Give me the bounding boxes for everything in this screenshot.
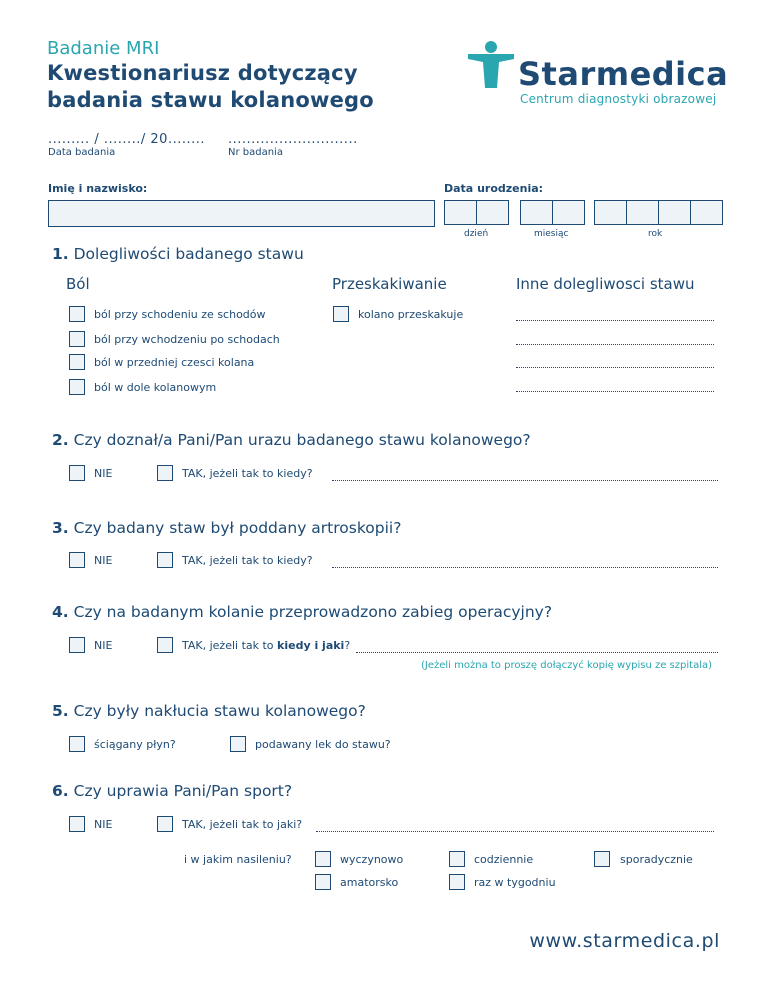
section-4-title: 4. Czy na badanym kolanie przeprowadzono zabieg operacyjny?	[52, 603, 553, 621]
title-line-2: badania stawu kolanowego	[47, 88, 374, 112]
other-line-4[interactable]	[516, 391, 714, 392]
s4-yes-label: TAK, jeżeli tak to kiedy i jaki?	[182, 639, 351, 652]
section-1-title: 1. Dolegliwości badanego stawu	[52, 245, 304, 263]
s6-daily-checkbox[interactable]	[449, 851, 465, 867]
title-line-1: Kwestionariusz dotyczący	[47, 61, 358, 85]
s6-daily-label: codziennie	[474, 853, 534, 866]
exam-date-label: Data badania	[48, 147, 116, 158]
pain-1-label: ból przy schodeniu ze schodów	[94, 308, 266, 321]
s5-fluid-checkbox[interactable]	[69, 736, 85, 752]
kicker: Badanie MRI	[47, 38, 160, 59]
other-line-3[interactable]	[516, 367, 714, 368]
s3-yes-label: TAK, jeżeli tak to kiedy?	[182, 554, 313, 567]
s2-yes-label: TAK, jeżeli tak to kiedy?	[182, 467, 313, 480]
s6-weekly-label: raz w tygodniu	[474, 876, 556, 889]
section-5-title: 5. Czy były nakłucia stawu kolanowego?	[52, 702, 366, 720]
s5-drug-label: podawany lek do stawu?	[255, 738, 391, 751]
s6-amateur-label: amatorsko	[340, 876, 399, 889]
s2-no-checkbox[interactable]	[69, 465, 85, 481]
s6-yes-label: TAK, jeżeli tak to jaki?	[182, 818, 303, 831]
s6-yes-checkbox[interactable]	[157, 816, 173, 832]
other-line-1[interactable]	[516, 320, 714, 321]
day-cell-2[interactable]	[476, 200, 509, 225]
s6-answer-line[interactable]	[316, 831, 714, 832]
pain-3-checkbox[interactable]	[69, 354, 85, 370]
s6-intensity-label: i w jakim nasileniu?	[184, 853, 292, 866]
pain-1-checkbox[interactable]	[69, 306, 85, 322]
s6-sporadic-label: sporadycznie	[620, 853, 693, 866]
pain-3-label: ból w przedniej czesci kolana	[94, 356, 255, 369]
other-line-2[interactable]	[516, 344, 714, 345]
pain-2-checkbox[interactable]	[69, 331, 85, 347]
s6-amateur-checkbox[interactable]	[315, 874, 331, 890]
year-cell-3[interactable]	[658, 200, 691, 225]
section-2-title: 2. Czy doznał/a Pani/Pan urazu badanego stawu kolanowego?	[52, 431, 531, 449]
s4-no-checkbox[interactable]	[69, 637, 85, 653]
person-icon	[466, 40, 516, 90]
s4-yes-checkbox[interactable]	[157, 637, 173, 653]
s2-yes-checkbox[interactable]	[157, 465, 173, 481]
month-caption: miesiąc	[534, 229, 569, 239]
skip-checkbox[interactable]	[333, 306, 349, 322]
s2-answer-line[interactable]	[332, 480, 718, 481]
section-3-title: 3. Czy badany staw był poddany artroskopii?	[52, 519, 402, 537]
s4-answer-line[interactable]	[356, 652, 718, 653]
col-other-header: Inne dolegliwosci stawu	[516, 275, 695, 293]
col-skip-header: Przeskakiwanie	[332, 275, 447, 293]
s6-no-checkbox[interactable]	[69, 816, 85, 832]
s3-yes-checkbox[interactable]	[157, 552, 173, 568]
exam-date-field[interactable]: ......... / ......../ 20........	[48, 132, 206, 147]
skip-label: kolano przeskakuje	[358, 308, 464, 321]
s3-no-label: NIE	[94, 554, 113, 567]
month-cell-2[interactable]	[552, 200, 585, 225]
year-cell-4[interactable]	[690, 200, 723, 225]
s2-no-label: NIE	[94, 467, 113, 480]
s5-drug-checkbox[interactable]	[230, 736, 246, 752]
day-cell-1[interactable]	[444, 200, 477, 225]
name-label: Imię i nazwisko:	[48, 182, 148, 195]
brand-subtitle: Centrum diagnostyki obrazowej	[520, 92, 717, 106]
s6-competitive-label: wyczynowo	[340, 853, 404, 866]
s3-no-checkbox[interactable]	[69, 552, 85, 568]
s4-note: (Jeżeli można to proszę dołączyć kopię wypisu ze szpitala)	[420, 660, 712, 671]
s6-weekly-checkbox[interactable]	[449, 874, 465, 890]
website-url: www.starmedica.pl	[529, 930, 720, 952]
section-6-title: 6. Czy uprawia Pani/Pan sport?	[52, 782, 293, 800]
exam-number-label: Nr badania	[228, 147, 283, 158]
year-cell-1[interactable]	[594, 200, 627, 225]
s6-sporadic-checkbox[interactable]	[594, 851, 610, 867]
brand-name: Starmedica	[518, 55, 729, 93]
birth-date-label: Data urodzenia:	[444, 182, 544, 195]
month-cell-1[interactable]	[520, 200, 553, 225]
exam-number-field[interactable]: ............................	[228, 132, 358, 147]
s6-no-label: NIE	[94, 818, 113, 831]
day-caption: dzień	[464, 229, 489, 239]
col-pain-header: Ból	[66, 275, 90, 293]
s6-competitive-checkbox[interactable]	[315, 851, 331, 867]
name-input[interactable]	[48, 200, 435, 227]
page-title	[47, 60, 374, 114]
year-caption: rok	[648, 229, 663, 239]
s4-no-label: NIE	[94, 639, 113, 652]
s5-fluid-label: ściągany płyn?	[94, 738, 176, 751]
year-cell-2[interactable]	[626, 200, 659, 225]
s3-answer-line[interactable]	[332, 567, 718, 568]
pain-4-checkbox[interactable]	[69, 379, 85, 395]
pain-2-label: ból przy wchodzeniu po schodach	[94, 333, 280, 346]
pain-4-label: ból w dole kolanowym	[94, 381, 217, 394]
